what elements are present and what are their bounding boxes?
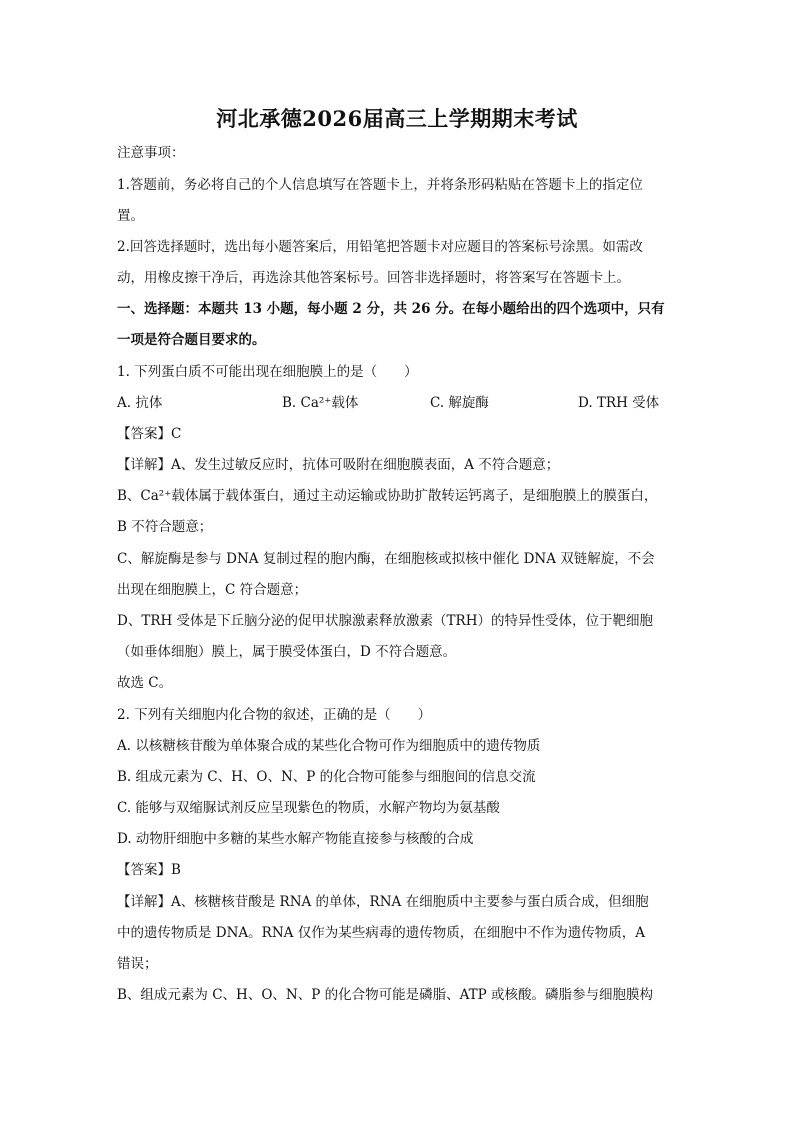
notice-item-2-line-1: 2.回答选择题时，选出每小题答案后，用铅笔把答题卡对应题目的答案标号涂黑。如需改 [117,239,643,255]
notice-item-1-line-1: 1.答题前，务必将自己的个人信息填写在答题卡上，并将条形码粘贴在答题卡上的指定位 [117,177,643,193]
question-2-option-c: C. 能够与双缩脲试剂反应呈现紫色的物质，水解产物均为氨基酸 [117,800,500,816]
question-2-explanation-line-4: B、组成元素为 C、H、O、N、P 的化合物可能是磷脂、ATP 或核酸。磷脂参与细胞膜构 [117,987,653,1003]
section-heading-line-1: 一、选择题：本题共 13 小题，每小题 2 分，共 26 分。在每小题给出的四个选项中，只有 [117,301,665,317]
question-1-explanation-line-3: B 不符合题意； [117,519,213,535]
question-2-explanation-line-3: 错误； [117,956,158,972]
question-2-option-a: A. 以核糖核苷酸为单体聚合成的某些化合物可作为细胞质中的遗传物质 [117,738,541,754]
question-1-explanation-line-4: C、解旋酶是参与 DNA 复制过程的胞内酶，在细胞核或拟核中催化 DNA 双链解旋，不会 [117,551,655,567]
section-heading-line-2: 一项是符合题目要求的。 [117,332,266,348]
notice-item-1-line-2: 置。 [117,208,144,224]
question-2-stem: 2. 下列有关细胞内化合物的叙述，正确的是（ ） [117,707,432,723]
question-1-explanation-line-7: （如垂体细胞）膜上，属于膜受体蛋白，D 不符合题意。 [117,644,457,660]
question-1-stem: 1. 下列蛋白质不可能出现在细胞膜上的是（ ） [117,364,418,380]
question-1-explanation-line-5: 出现在细胞膜上，C 符合题意； [117,582,308,598]
question-1-answer: 【答案】C [117,426,182,442]
question-1-option-b: B. Ca²⁺载体 [282,395,359,411]
question-2-explanation-line-2: 中的遗传物质是 DNA。RNA 仅作为某些病毒的遗传物质，在细胞中不作为遗传物质，A [117,925,645,941]
page-title: 河北承德2026届高三上学期期末考试 [216,106,578,131]
question-2-option-b: B. 组成元素为 C、H、O、N、P 的化合物可能参与细胞间的信息交流 [117,769,536,785]
question-1-explanation-line-2: B、Ca²⁺载体属于载体蛋白，通过主动运输或协助扩散转运钙离子，是细胞膜上的膜蛋白， [117,488,658,504]
notice-heading: 注意事项： [117,145,185,161]
question-1-conclusion: 故选 C。 [117,675,173,691]
question-1-explanation-line-6: D、TRH 受体是下丘脑分泌的促甲状腺激素释放激素（TRH）的特异性受体，位于靶细胞 [117,613,653,629]
question-1-explanation-line-1: 【详解】A、发生过敏反应时，抗体可吸附在细胞膜表面，A 不符合题意； [117,457,560,473]
question-1-option-c: C. 解旋酶 [430,395,489,411]
question-1-option-d: D. TRH 受体 [578,395,660,411]
question-1-option-a: A. 抗体 [117,395,163,411]
question-2-option-d: D. 动物肝细胞中多糖的某些水解产物能直接参与核酸的合成 [117,831,474,847]
question-2-explanation-line-1: 【详解】A、核糖核苷酸是 RNA 的单体，RNA 在细胞质中主要参与蛋白质合成，但细胞 [117,894,649,910]
question-2-answer: 【答案】B [117,862,181,878]
notice-item-2-line-2: 动，用橡皮擦干净后，再选涂其他答案标号。回答非选择题时，将答案写在答题卡上。 [117,270,630,286]
